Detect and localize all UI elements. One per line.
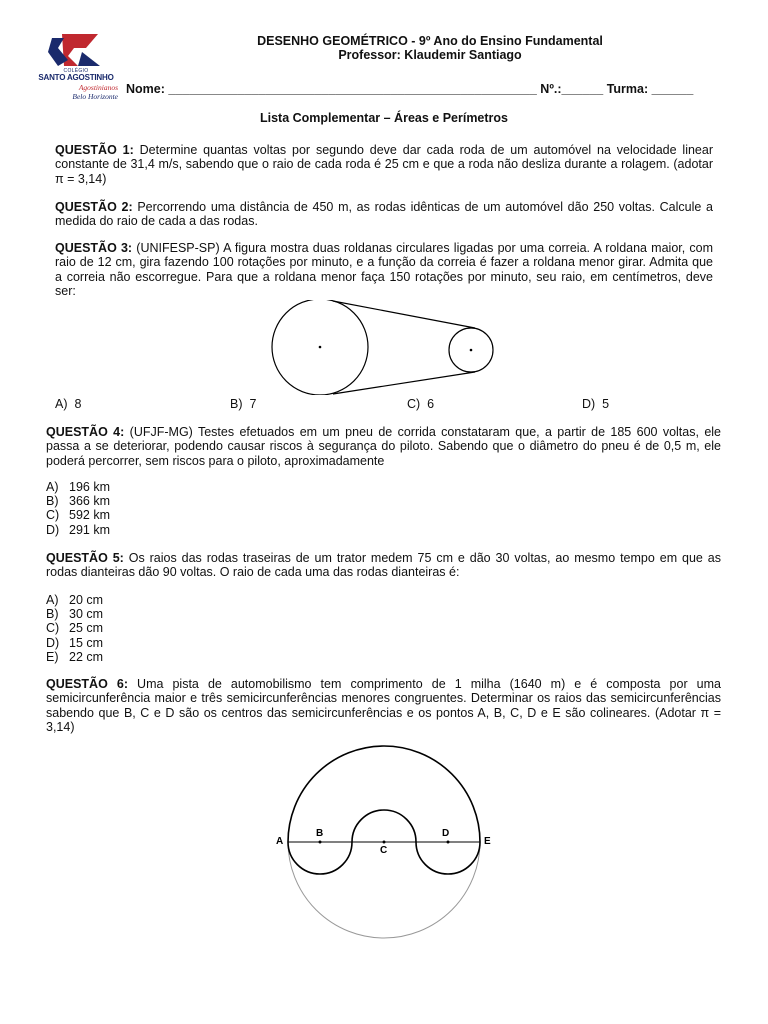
q5-option-a: A) 20 cm <box>46 593 104 607</box>
small-pulley-center <box>470 349 473 352</box>
q5-option-d: D) 15 cm <box>46 635 104 650</box>
school-name: SANTO AGOSTINHO <box>38 73 114 82</box>
question-2-label: QUESTÃO 2: <box>55 200 133 214</box>
student-info-fields: Nome: _____________________________________________________ Nº.:______ Turma: ______ <box>126 82 694 96</box>
track-figure <box>270 745 500 955</box>
label-b: B <box>316 828 324 839</box>
question-6-label: QUESTÃO 6: <box>46 677 128 691</box>
q4-option-b: B) 366 km <box>46 494 110 509</box>
point-b-dot <box>319 841 322 844</box>
question-5-label: QUESTÃO 5: <box>46 551 124 565</box>
belt-top <box>333 301 475 328</box>
school-city: Belo Horizonte <box>72 92 118 101</box>
question-3-text: (UNIFESP-SP) A figura mostra duas roldanas circulares ligadas por uma correia. A roldana maior, com raio de 12 cm, gira fazendo 100 rotações por minuto, e a função da correia é fazer a roldana menor girar. Admita que a correia não escorregue. Para que a roldana menor faça 150 rotações por minuto, seu raio, em centímetros, deve ser: <box>55 241 713 299</box>
list-title: Lista Complementar – Áreas e Perímetros <box>259 111 509 125</box>
q4-option-d: D) 291 km <box>46 522 110 537</box>
question-1 <box>55 143 713 186</box>
logo-blue-shape-2 <box>78 52 100 66</box>
question-4-text: (UFJF-MG) Testes efetuados em um pneu de corrida constataram que, a partir de 185 600 voltas, ele passa a se deteriorar, podendo causar riscos à segurança do piloto. Sabendo que o diâmetro do pneu é de 0,5 m, ele poderá percorrer, sem riscos para o piloto, aproximadamente <box>46 425 721 468</box>
course-title: DESENHO GEOMÉTRICO - 9º Ano do Ensino Fundamental <box>257 34 603 48</box>
question-6 <box>46 677 721 735</box>
point-d-dot <box>447 841 450 844</box>
question-4-label: QUESTÃO 4: <box>46 425 125 439</box>
question-4 <box>46 425 721 468</box>
question-2-text: Percorrendo uma distância de 450 m, as rodas idênticas de um automóvel dão 250 voltas. Calcule a medida do raio de cada a das rodas. <box>55 200 713 229</box>
q3-option-b: B) 7 <box>230 397 257 411</box>
label-a: A <box>276 836 284 847</box>
school-order: Agostinianos <box>78 83 118 92</box>
q5-option-c: C) 25 cm <box>46 621 104 636</box>
belt-bottom <box>333 372 475 394</box>
pulleys-figure <box>270 300 500 395</box>
q4-option-a: A) 196 km <box>46 480 110 494</box>
question-1-text: Determine quantas voltas por segundo deve dar cada roda de um automóvel na velocidade linear constante de 31,4 m/s, sabendo que o raio de cada roda é 25 cm e que a roda não desliza durante a rolagem. (adotar π = 3,14) <box>55 143 713 186</box>
q3-option-d: D) 5 <box>582 397 610 411</box>
semicircle-d <box>416 842 480 874</box>
q3-option-a: A) 8 <box>55 397 82 411</box>
question-5-options <box>46 593 103 664</box>
question-5 <box>46 551 721 580</box>
q5-option-e: E) 22 cm <box>46 649 104 664</box>
question-2 <box>55 200 713 229</box>
semicircle-b <box>288 842 352 874</box>
question-6-text: Uma pista de automobilismo tem comprimento de 1 milha (1640 m) e é composta por uma semicircunferência maior e três semicircunferências menores congruentes. Determinar os raios das semicircunferências sabendo que B, C e D são os centros das semicircunferências e os pontos A, B, C, D e E são colineares. (Adotar π = 3,14) <box>46 677 721 735</box>
label-e: E <box>484 836 491 847</box>
label-c: C <box>380 845 388 856</box>
question-5-text: Os raios das rodas traseiras de um trator medem 75 cm e dão 30 voltas, ao mesmo tempo em que as rodas dianteiras dão 90 voltas. O raio de cada uma das rodas dianteiras é: <box>46 551 721 580</box>
school-label: COLÉGIO <box>63 68 89 74</box>
q3-option-c: C) 6 <box>407 397 435 411</box>
label-d: D <box>442 828 450 839</box>
professor-name: Professor: Klaudemir Santiago <box>338 48 522 62</box>
q4-option-c: C) 592 km <box>46 508 110 523</box>
semicircle-c <box>352 810 416 842</box>
q5-option-b: B) 30 cm <box>46 607 104 622</box>
question-1-label: QUESTÃO 1: <box>55 143 134 157</box>
question-3 <box>55 241 713 299</box>
question-4-options <box>46 480 110 537</box>
large-pulley-center <box>319 346 322 349</box>
question-3-label: QUESTÃO 3: <box>55 241 133 255</box>
point-c-dot <box>383 841 386 844</box>
